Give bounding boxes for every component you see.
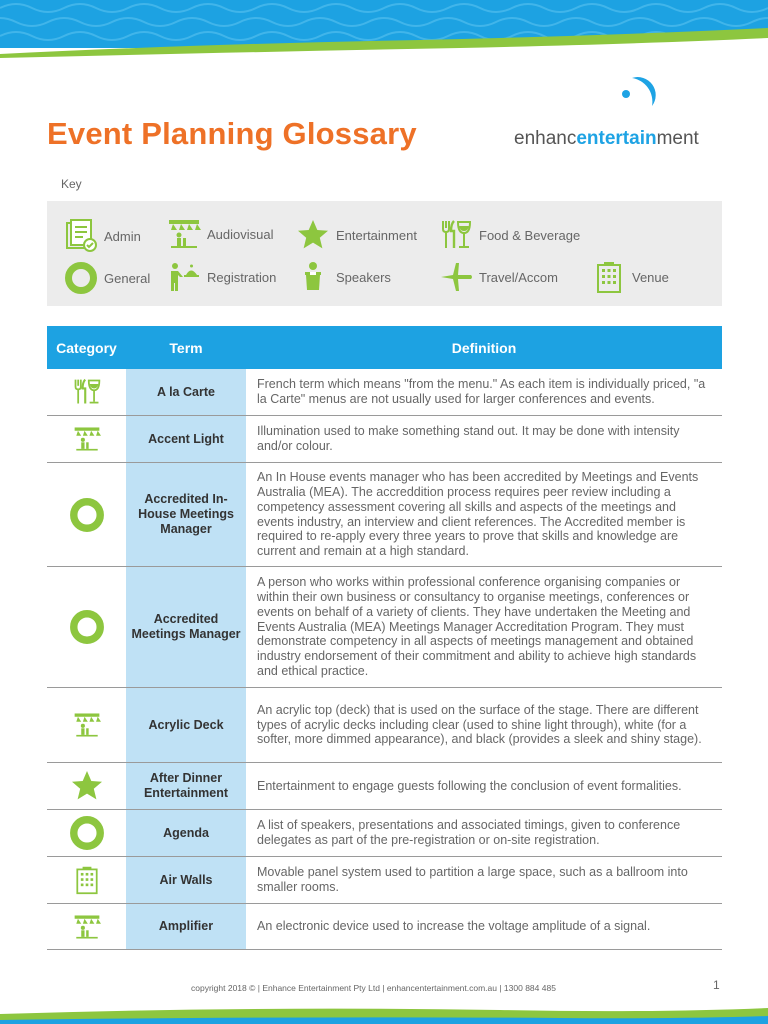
term-cell: Accent Light bbox=[126, 416, 246, 462]
key-item-speakers bbox=[296, 260, 391, 294]
definition-cell: Illumination used to make something stand out. It may be done with intensity and/or colour. bbox=[257, 424, 680, 453]
table-row bbox=[47, 416, 722, 463]
key-label-venue: Venue bbox=[632, 269, 669, 285]
ring-icon bbox=[47, 567, 126, 687]
plane-icon bbox=[439, 260, 473, 294]
term-cell: Accredited Meetings Manager bbox=[126, 567, 246, 687]
key-label-admin: Admin bbox=[104, 228, 141, 244]
key-item-entertainment bbox=[296, 218, 417, 252]
admin-icon bbox=[64, 219, 98, 253]
food-beverage-icon bbox=[47, 369, 126, 415]
key-item-admin bbox=[64, 219, 141, 253]
audiovisual-icon bbox=[167, 217, 201, 251]
definition-cell: Entertainment to engage guests following the conclusion of event formalities. bbox=[257, 778, 682, 793]
key-label-general: General bbox=[104, 270, 151, 286]
ring-icon bbox=[47, 463, 126, 566]
registration-icon bbox=[167, 260, 201, 294]
food-beverage-icon bbox=[439, 218, 473, 252]
table-row bbox=[47, 904, 722, 950]
term-cell: Accredited In-House Meetings Manager bbox=[126, 463, 246, 566]
company-logo bbox=[514, 68, 724, 153]
audiovisual-icon bbox=[47, 416, 126, 462]
term-cell: Amplifier bbox=[126, 904, 246, 949]
audiovisual-icon bbox=[47, 904, 126, 949]
term-cell: Air Walls bbox=[126, 857, 246, 903]
definition-cell: An In House events manager who has been accredited by Meetings and Events Australia (MEA). The accreddition process requires peer review including a competency assessment covering all skills and aspects of the meetings and events industry, an interview and client references. The Accredited member is required to re-apply every three years to prove that skills and knowledge are current and remain at a high standard. bbox=[257, 470, 699, 559]
definition-cell: An acrylic top (deck) that is used on the surface of the stage. There are different types of acrylic decks including clear (used to shine light through), white (for a softer, more dimmed appearance), and black (provides a sleek and shiny stage). bbox=[257, 702, 702, 747]
header-category: Category bbox=[56, 339, 117, 356]
page-number: 1 bbox=[713, 978, 720, 992]
definition-cell: A person who works within professional conference organising companies or within their own business or consultancy to organise meetings, conferences or events on behalf of a variety of clients. They have undertaken the Meeting and Events Australia (MEA) Meetings Manager Accreditation Program. They must demonstrate competency in all aspects of meetings management and obtained industry endorsement of their commitment and ability to achieve high standards and ethical practice. bbox=[257, 575, 697, 678]
key-item-venue bbox=[592, 260, 669, 294]
footer-copyright: copyright 2018 © | Enhance Entertainment Pty Ltd | enhancentertainment.com.au | 1300 884 485 bbox=[191, 983, 556, 993]
table-row bbox=[47, 567, 722, 688]
glossary-table bbox=[47, 326, 722, 950]
star-icon bbox=[47, 763, 126, 809]
key-item-registration bbox=[167, 260, 276, 294]
header-definition: Definition bbox=[451, 339, 517, 356]
key-label-speakers: Speakers bbox=[336, 269, 391, 285]
definition-cell: A list of speakers, presentations and associated timings, given to conference delegates as part of the pre-registration or on-site registration. bbox=[257, 818, 681, 847]
ring-icon bbox=[47, 810, 126, 856]
building-icon bbox=[592, 260, 626, 294]
term-cell: Agenda bbox=[126, 810, 246, 856]
logo-wordmark: enhancentertainment bbox=[514, 128, 699, 149]
key-item-food-beverage bbox=[439, 218, 580, 252]
building-icon bbox=[47, 857, 126, 903]
key-item-travel bbox=[439, 260, 558, 294]
table-header bbox=[47, 326, 722, 369]
term-cell: After Dinner Entertainment bbox=[126, 763, 246, 809]
star-icon bbox=[296, 218, 330, 252]
audiovisual-icon bbox=[47, 688, 126, 762]
key-item-audiovisual bbox=[167, 217, 274, 251]
key-label-entertainment: Entertainment bbox=[336, 227, 417, 243]
key-label: Key bbox=[61, 177, 82, 191]
bottom-wave-bar bbox=[0, 1004, 768, 1024]
key-label-food-beverage: Food & Beverage bbox=[479, 227, 581, 243]
definition-cell: Movable panel system used to partition a large space, such as a ballroom into smaller rooms. bbox=[257, 865, 688, 894]
page-title: Event Planning Glossary bbox=[47, 116, 417, 151]
key-item-general bbox=[64, 261, 150, 295]
term-cell: Acrylic Deck bbox=[126, 688, 246, 762]
key-label-registration: Registration bbox=[207, 269, 277, 285]
table-row bbox=[47, 369, 722, 416]
header-term: Term bbox=[169, 339, 203, 356]
definition-cell: An electronic device used to increase the voltage amplitude of a signal. bbox=[257, 919, 651, 934]
table-row bbox=[47, 763, 722, 810]
key-legend bbox=[47, 201, 722, 306]
definition-cell: French term which means "from the menu." As each item is individually priced, "a la Carte" menus are not usually used for larger conferences and events. bbox=[257, 377, 706, 406]
table-row bbox=[47, 463, 722, 567]
term-cell: A la Carte bbox=[126, 369, 246, 415]
logo-mark-icon bbox=[598, 72, 656, 130]
key-label-audiovisual: Audiovisual bbox=[207, 226, 274, 242]
key-label-travel: Travel/Accom bbox=[479, 269, 558, 285]
table-row bbox=[47, 857, 722, 904]
table-row bbox=[47, 810, 722, 857]
table-row bbox=[47, 688, 722, 763]
top-wave-banner bbox=[0, 0, 768, 62]
speaker-icon bbox=[296, 260, 330, 294]
ring-icon bbox=[64, 261, 98, 295]
